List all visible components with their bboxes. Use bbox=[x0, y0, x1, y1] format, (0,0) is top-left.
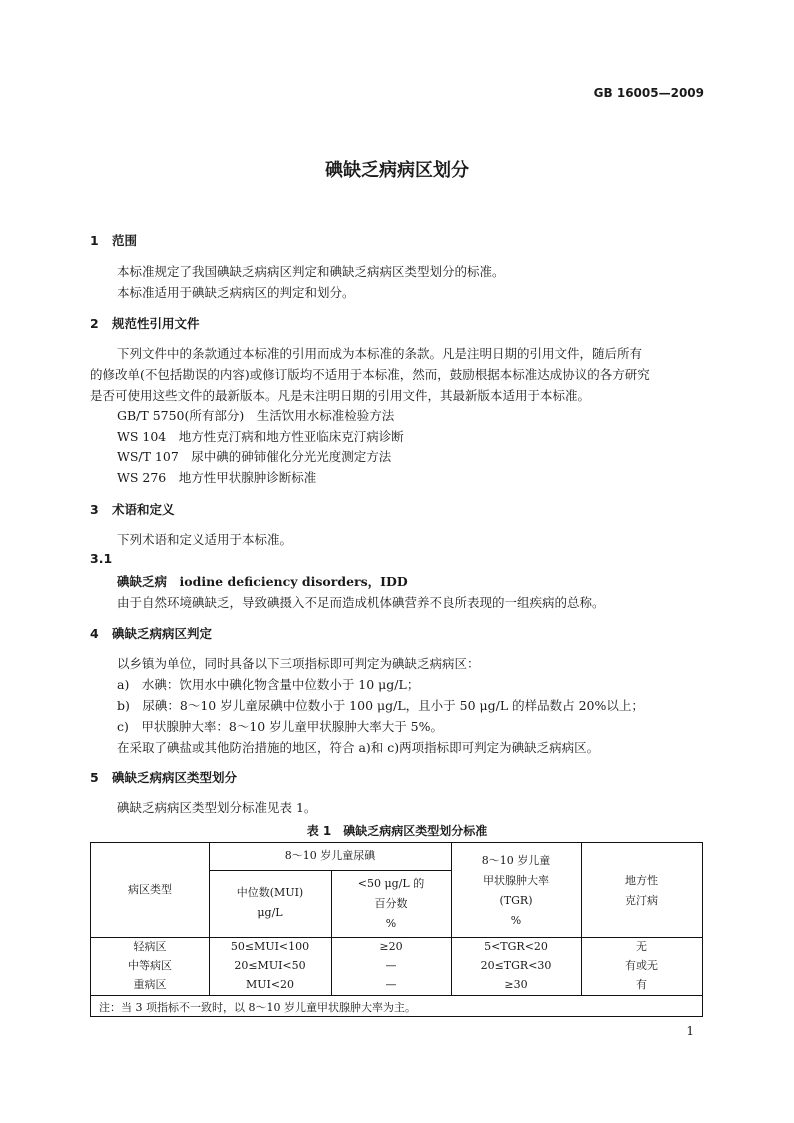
table-cell: 无 bbox=[636, 940, 647, 953]
reference-item: WS/T 107 尿中碘的砷铈催化分光光度测定方法 bbox=[117, 449, 392, 464]
section-3-heading bbox=[90, 500, 175, 518]
table-cell: 5<TGR<20 bbox=[484, 940, 548, 953]
term: 碘缺乏病 iodine deficiency disorders，IDD bbox=[117, 574, 408, 589]
paragraph: 碘缺乏病病区类型划分标准见表 1。 bbox=[117, 800, 317, 815]
header-line: <50 μg/L 的 bbox=[357, 877, 425, 890]
header-line: μg/L bbox=[257, 906, 283, 919]
column-mui bbox=[209, 937, 331, 994]
header-line: 地方性 bbox=[625, 874, 658, 887]
table-caption: 表 1 碘缺乏病病区类型划分标准 bbox=[306, 824, 488, 838]
section-title: 规范性引用文件 bbox=[112, 316, 200, 331]
section-4-heading bbox=[90, 624, 212, 642]
header-line: % bbox=[510, 914, 522, 927]
reference-item: WS 104 地方性克汀病和地方性亚临床克汀病诊断 bbox=[117, 429, 404, 444]
column-cretinism bbox=[581, 937, 702, 994]
section-2-heading bbox=[90, 314, 200, 332]
section-title: 范围 bbox=[112, 233, 138, 248]
table-cell: 中等病区 bbox=[128, 959, 172, 972]
table-cell: 20≤MUI<50 bbox=[234, 959, 306, 972]
header-zone-type: 病区类型 bbox=[128, 883, 172, 896]
section-number: 2 bbox=[90, 316, 99, 331]
paragraph: 下列文件中的条款通过本标准的引用而成为本标准的条款。凡是注明日期的引用文件，随后所有 bbox=[117, 346, 643, 361]
header-line: 8～10 岁儿童 bbox=[481, 854, 551, 867]
standard-number: GB 16005—2009 bbox=[593, 86, 704, 100]
column-tgr bbox=[451, 937, 581, 994]
table-cell: 有或无 bbox=[625, 959, 658, 972]
paragraph: 下列术语和定义适用于本标准。 bbox=[117, 532, 293, 547]
header-tgr bbox=[451, 851, 581, 931]
table-note: 注：当 3 项指标不一致时，以 8～10 岁儿童甲状腺肿大率为主。 bbox=[99, 1001, 416, 1014]
section-title: 术语和定义 bbox=[112, 502, 175, 517]
section-number: 4 bbox=[90, 626, 99, 641]
table-cell: ≥20 bbox=[379, 940, 403, 953]
table-cell: — bbox=[385, 959, 397, 972]
header-cretinism bbox=[581, 871, 702, 911]
section-title: 碘缺乏病病区类型划分 bbox=[112, 770, 238, 785]
definition: 由于自然环境碘缺乏，导致碘摄入不足而造成机体碘营养不良所表现的一组疾病的总称。 bbox=[117, 595, 605, 610]
table-line bbox=[209, 870, 451, 871]
column-percent bbox=[331, 937, 451, 994]
paragraph: 本标准规定了我国碘缺乏病病区判定和碘缺乏病病区类型划分的标准。 bbox=[117, 264, 505, 279]
section-5-heading bbox=[90, 768, 237, 786]
table-cell: ≥30 bbox=[504, 978, 528, 991]
section-title: 碘缺乏病病区判定 bbox=[112, 626, 213, 641]
paragraph: 以乡镇为单位，同时具备以下三项指标即可判定为碘缺乏病病区： bbox=[117, 656, 480, 671]
page-title: 碘缺乏病病区划分 bbox=[325, 160, 469, 181]
section-number: 1 bbox=[90, 233, 99, 248]
classification-table bbox=[90, 842, 703, 1017]
table-cell: 有 bbox=[636, 978, 647, 991]
paragraph: 本标准适用于碘缺乏病病区的判定和划分。 bbox=[117, 285, 355, 300]
header-line: 克汀病 bbox=[625, 894, 658, 907]
paragraph: 的修改单(不包括勘误的内容)或修订版均不适用于本标准，然而，鼓励根据本标准达成协议的各方研究 bbox=[90, 367, 650, 382]
section-number: 3 bbox=[90, 502, 99, 517]
table-cell: 轻病区 bbox=[133, 940, 167, 953]
reference-item: GB/T 5750(所有部分) 生活饮用水标准检验方法 bbox=[117, 408, 395, 423]
header-percent bbox=[331, 874, 451, 934]
table-cell: MUI<20 bbox=[245, 978, 295, 991]
header-line: % bbox=[385, 917, 397, 930]
paragraph: 是否可使用这些文件的最新版本。凡是未注明日期的引用文件，其最新版本适用于本标准。 bbox=[90, 388, 591, 403]
header-urine-iodine: 8～10 岁儿童尿碘 bbox=[284, 849, 376, 862]
table-line bbox=[91, 995, 702, 996]
section-number: 5 bbox=[90, 770, 99, 785]
header-line: 甲状腺肿大率 bbox=[483, 874, 549, 887]
criterion-a: a) 水碘：饮用水中碘化物含量中位数小于 10 μg/L； bbox=[117, 677, 420, 692]
header-line: 百分数 bbox=[374, 897, 408, 910]
paragraph: 在采取了碘盐或其他防治措施的地区，符合 a)和 c)两项指标即可判定为碘缺乏病病区。 bbox=[117, 740, 600, 755]
header-line: 中位数(MUI) bbox=[236, 886, 304, 899]
criterion-c: c) 甲状腺肿大率：8～10 岁儿童甲状腺肿大率大于 5%。 bbox=[117, 719, 444, 734]
table-cell: — bbox=[385, 978, 397, 991]
table-cell: 20≤TGR<30 bbox=[480, 959, 552, 972]
table-cell: 50≤MUI<100 bbox=[230, 940, 310, 953]
page-number: 1 bbox=[686, 1024, 694, 1038]
reference-item: WS 276 地方性甲状腺肿诊断标准 bbox=[117, 470, 317, 485]
section-1-heading bbox=[90, 231, 137, 249]
table-cell: 重病区 bbox=[133, 978, 167, 991]
criterion-b: b) 尿碘：8～10 岁儿童尿碘中位数小于 100 μg/L，且小于 50 μg/L 的样品数占 20%以上； bbox=[117, 698, 644, 713]
header-mui bbox=[209, 883, 331, 923]
column-zone-type bbox=[91, 937, 209, 994]
subsection-number: 3.1 bbox=[90, 551, 113, 566]
header-line: (TGR) bbox=[499, 894, 533, 907]
